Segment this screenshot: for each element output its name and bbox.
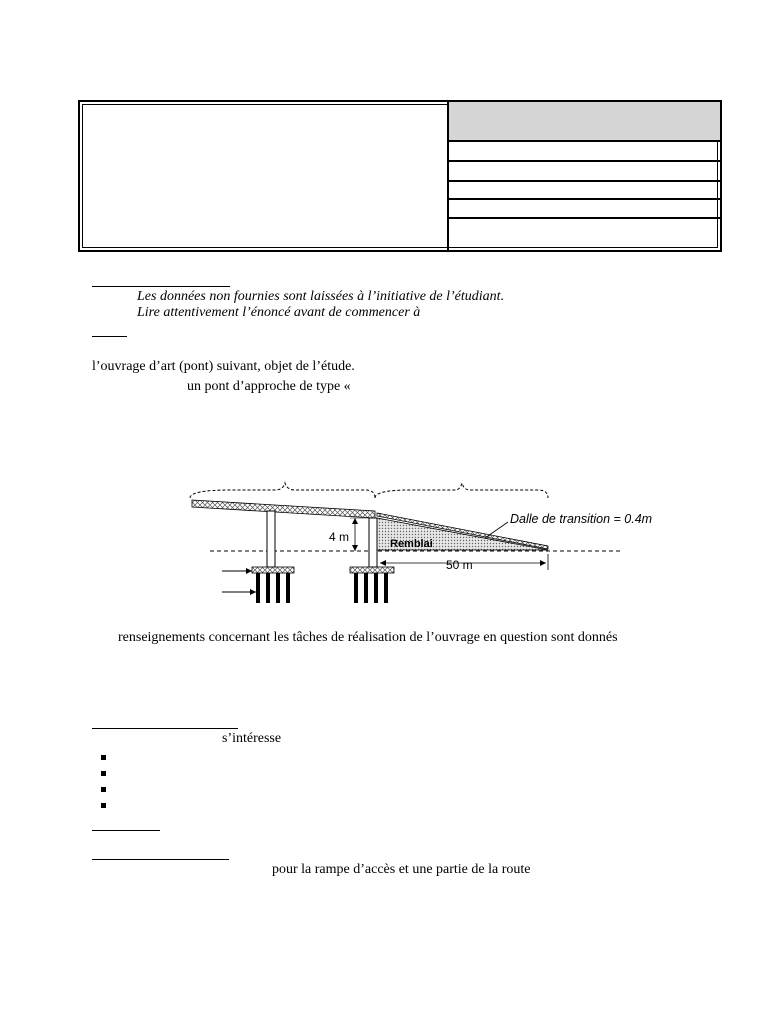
intro-text: l’ouvrage d’art (pont) suivant, objet de l’étude. [92,359,355,374]
span-brace-right [375,483,548,498]
ramp-text: pour la rampe d’accès et une partie de la route [272,862,531,877]
header-table [78,100,722,252]
fill-label: Remblai [390,538,433,550]
header-row-line [449,198,720,200]
section-underline [92,830,160,831]
span-brace-left [190,483,375,498]
interest-text: s’intéresse [222,731,282,746]
header-row-line [449,217,720,219]
section-underline [92,286,230,287]
bullet-item [101,771,106,776]
pile [384,573,388,603]
height-label: 4 m [329,530,350,544]
pier-abutment [369,518,377,567]
pile-cap-right [350,567,394,573]
arrow-head [246,568,252,574]
pile [276,573,280,603]
section-underline [92,336,127,337]
approach-text: un pont d’approche de type « [187,379,351,394]
length-label: 50 m [446,558,473,572]
pile [286,573,290,603]
note-line-2: Lire attentivement l’énoncé avant de commencer à [137,305,421,320]
pile [266,573,270,603]
header-row-line [449,180,720,182]
pile-cap-left [252,567,294,573]
pile [354,573,358,603]
bridge-deck [192,500,375,518]
bridge-diagram [180,470,653,610]
bullet-item [101,755,106,760]
pile [364,573,368,603]
section-underline [92,859,229,860]
header-gray-cell [449,102,720,142]
bullet-item [101,787,106,792]
arrow-head [250,589,256,595]
section-underline [92,728,238,729]
bullet-item [101,803,106,808]
pile [256,573,260,603]
pier-left [267,511,275,567]
note-line-1: Les données non fournies sont laissées à l’initiative de l’étudiant. [137,289,505,304]
tasks-text: renseignements concernant les tâches de réalisation de l’ouvrage en question sont donnés [118,630,618,645]
slab-label: Dalle de transition = 0.4m [510,512,653,526]
slab-leader [485,522,508,538]
header-row-line [449,160,720,162]
pile [374,573,378,603]
